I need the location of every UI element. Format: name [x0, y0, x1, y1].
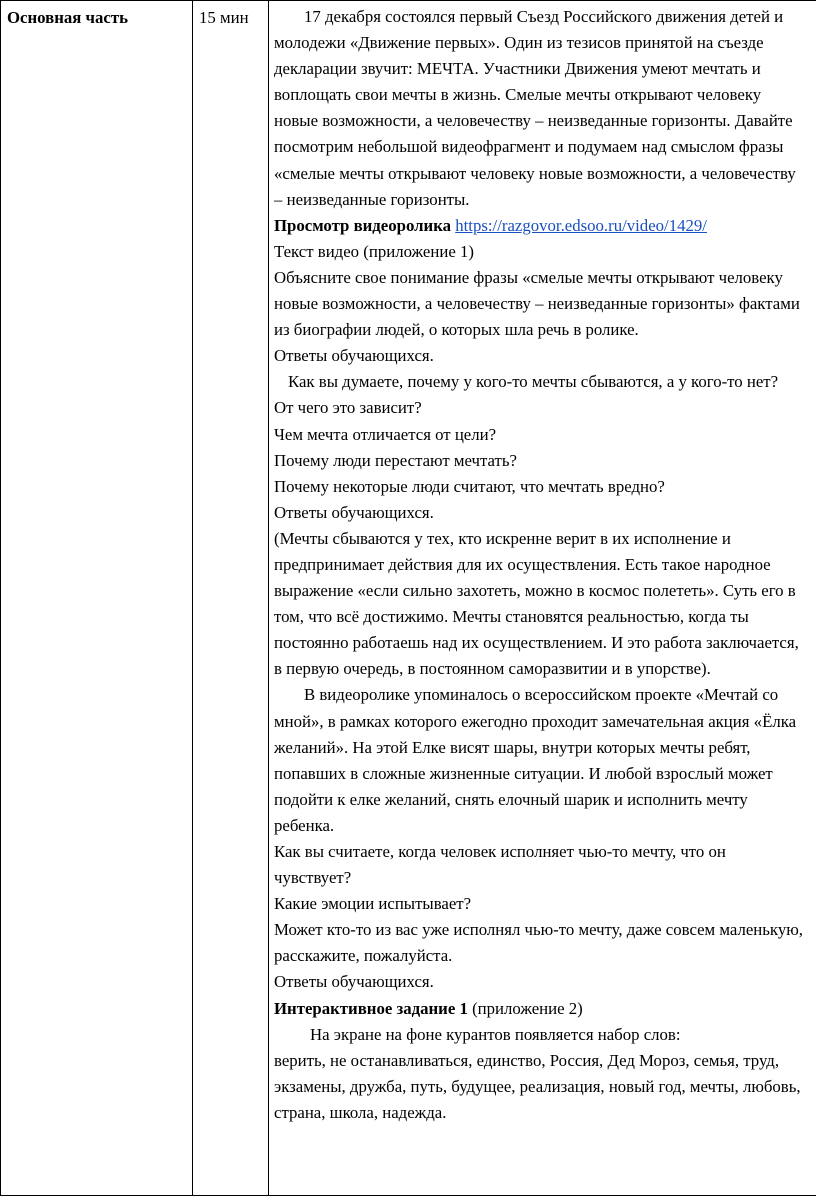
task-reference: (приложение 2) — [467, 998, 583, 1018]
time-cell — [193, 1, 269, 1196]
video-label: Просмотр видеоролика — [274, 215, 452, 235]
answers-paragraph: Ответы обучающихся. — [274, 346, 434, 366]
question-paragraph: Почему люди перестают мечтать? — [274, 450, 517, 470]
stage-label: Основная часть — [7, 8, 128, 27]
video-line — [274, 213, 807, 239]
time-label: 15 мин — [199, 8, 249, 27]
task-line — [274, 996, 807, 1022]
question-paragraph: Чем мечта отличается от цели? — [274, 424, 497, 444]
question-paragraph: От чего это зависит? — [274, 398, 422, 418]
answers-paragraph: Ответы обучающихся. — [274, 972, 434, 992]
lesson-content — [269, 1, 816, 1126]
project-paragraph: В видеоролике упоминалось о всероссийском проекте «Мечтай со мной», в рамках которого ежегодно проходит замечательная акция «Ёлка желаний». На этой Елке висят шары, внутри которых мечты ребят, попавших в сложные жизненные ситуации. И любой взрослый может подойти к елке желаний, снять елочный шарик и исполнить мечту ребенка. — [274, 685, 797, 835]
video-link[interactable]: https://razgovor.edsoo.ru/video/1429/ — [455, 215, 707, 235]
dreams-paragraph: (Мечты сбываются у тех, кто искренне верит в их исполнение и предпринимает действия для их осуществления. Есть такое народное выражение «если сильно захотеть, можно в космос полететь». Суть его в том, что всё достижимо. Мечты становятся реальностью, когда ты постоянно работаешь над их осуществлением. И это работа заключается, в первую очередь, в постоянном саморазвитии и в упорстве). — [274, 528, 799, 679]
content-cell — [269, 1, 816, 1196]
video-text-paragraph: Текст видео (приложение 1) — [274, 241, 474, 261]
table-row — [1, 1, 816, 1196]
task-label: Интерактивное задание 1 — [274, 998, 468, 1018]
screen-paragraph: На экране на фоне курантов появляется набор слов: — [310, 1024, 681, 1044]
intro-paragraph: 17 декабря состоялся первый Съезд Российского движения детей и молодежи «Движение первых». Один из тезисов принятой на съезде декларации звучит: МЕЧТА. Участники Движения умеют мечтать и воплощать свои мечты в жизнь. Смелые мечты открывают человеку новые возможности, а человечеству – неизведанные горизонты. Давайте посмотрим небольшой видеофрагмент и подумаем над смыслом фразы «смелые мечты открывают человеку новые возможности, а человечеству – неизведанные горизонты. — [274, 7, 796, 209]
question-paragraph: Какие эмоции испытывает? — [274, 894, 472, 914]
answers-paragraph: Ответы обучающихся. — [274, 502, 434, 522]
stage-cell — [1, 1, 193, 1196]
question-paragraph: Может кто-то из вас уже исполнял чью-то мечту, даже совсем маленькую, расскажите, пожалуйста. — [274, 920, 803, 966]
question-paragraph: Как вы думаете, почему у кого-то мечты сбываются, а у кого-то нет? — [288, 372, 779, 392]
words-paragraph: верить, не останавливаться, единство, Россия, Дед Мороз, семья, труд, экзамены, дружба, путь, будущее, реализация, новый год, мечты, любовь, страна, школа, надежда. — [274, 1050, 801, 1122]
explain-paragraph: Объясните свое понимание фразы «смелые мечты открывают человеку новые возможности, а человечеству – неизведанные горизонты» фактами из биографии людей, о которых шла речь в ролике. — [274, 267, 800, 340]
question-paragraph: Почему некоторые люди считают, что мечтать вредно? — [274, 476, 665, 496]
question-paragraph: Как вы считаете, когда человек исполняет чью-то мечту, что он чувствует? — [274, 842, 726, 888]
